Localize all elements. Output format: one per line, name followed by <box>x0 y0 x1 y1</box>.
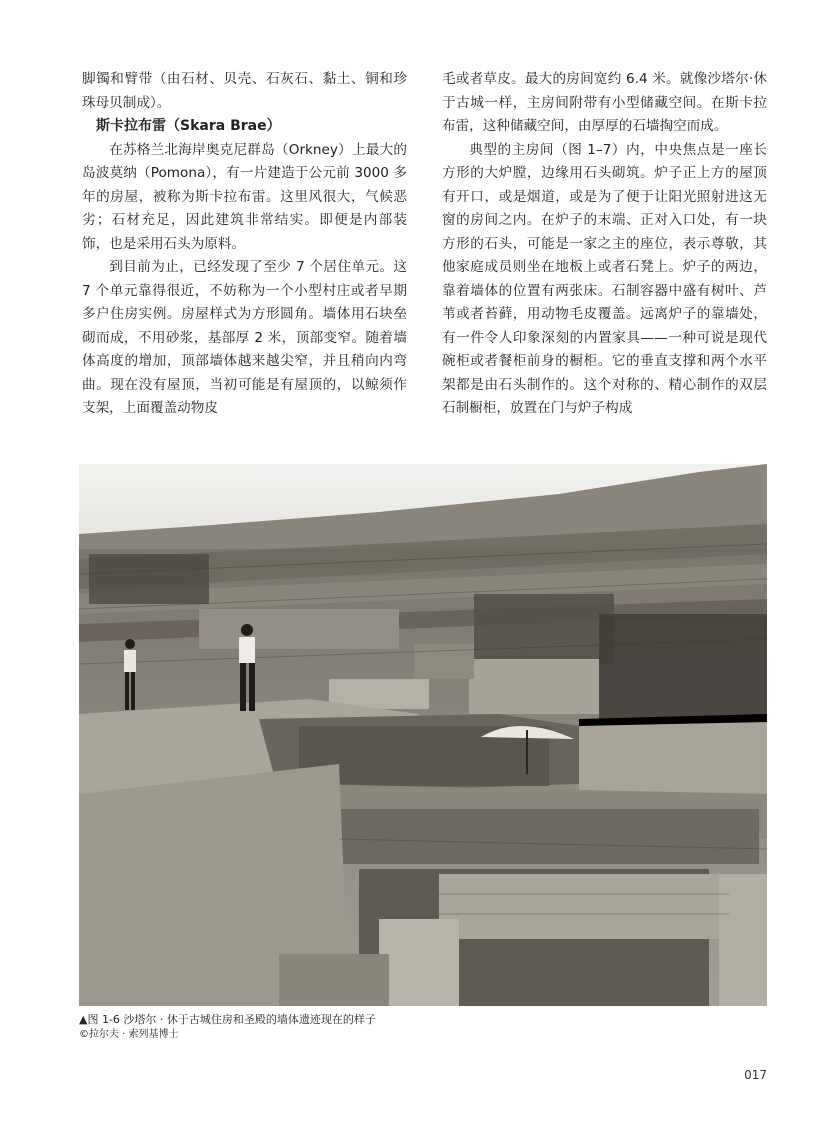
paragraph: 到目前为止，已经发现了至少 7 个居住单元。这 7 个单元靠得很近，不妨称为一个小型村庄或者早期多户住房实例。房屋样式为方形圆角。墙体用石块垒砌而成，不用砂浆，基部厚 2 米，顶部变窄。随着墙体高度的增加，顶部墙体越来越尖窄，并且稍向内弯曲。现在没有屋顶，当初可能是有屋顶的，以鲸须作支架，上面覆盖动物皮 <box>82 259 407 416</box>
caption-text: ▲图 1-6 沙塔尔 · 休于古城住房和圣殿的墙体遗迹现在的样子 <box>79 1013 376 1026</box>
paragraph: 典型的主房间（图 1–7）内，中央焦点是一座长方形的大炉膛，边缘用石头砌筑。炉子正上方的屋顶有开口，或是烟道，或是为了便于让阳光照射进这无窗的房间之内。在炉子的末端、正对入口处，有一块方形的石头，可能是一家之主的座位，表示尊敬，其他家庭成员则坐在地板上或者石凳上。炉子的两边，靠着墙体的位置有两张床。石制容器中盛有树叶、芦苇或者苔藓，用动物毛皮覆盖。远离炉子的靠墙处，有一件令人印象深刻的内置家具——一种可说是现代碗柜或者餐柜前身的橱柜。它的垂直支撑和两个水平架都是由石头制作的。这个对称的、精心制作的双层石制橱柜，放置在门与炉子构成 <box>442 141 767 416</box>
figure-caption <box>79 1012 769 1042</box>
paragraph: 脚镯和臂带（由石材、贝壳、石灰石、黏土、铜和珍珠母贝制成）。 <box>82 71 407 111</box>
paragraph: 在苏格兰北海岸奥克尼群岛（Orkney）上最大的岛波莫纳（Pomona），有一片建造于公元前 3000 多年的房屋，被称为斯卡拉布雷。这里风很大，气候恶劣；石材充足，因此建筑非常结实。即便是内部装饰，也是采用石头为原料。 <box>82 141 407 252</box>
paragraph: 毛或者草皮。最大的房间宽约 6.4 米。就像沙塔尔·休于古城一样，主房间附带有小型储藏空间。在斯卡拉布雷，这种储藏空间，由厚厚的石墙掏空而成。 <box>442 71 767 134</box>
left-column <box>82 68 407 421</box>
section-heading: 斯卡拉布雷（Skara Brae） <box>96 118 281 134</box>
excavation-photo <box>79 464 767 1006</box>
right-column <box>442 68 767 421</box>
page-number: 017 <box>744 1068 767 1082</box>
excavation-photo-illustration <box>79 464 767 1006</box>
photo-credit: ©拉尔夫 · 索列基博士 <box>79 1029 179 1040</box>
